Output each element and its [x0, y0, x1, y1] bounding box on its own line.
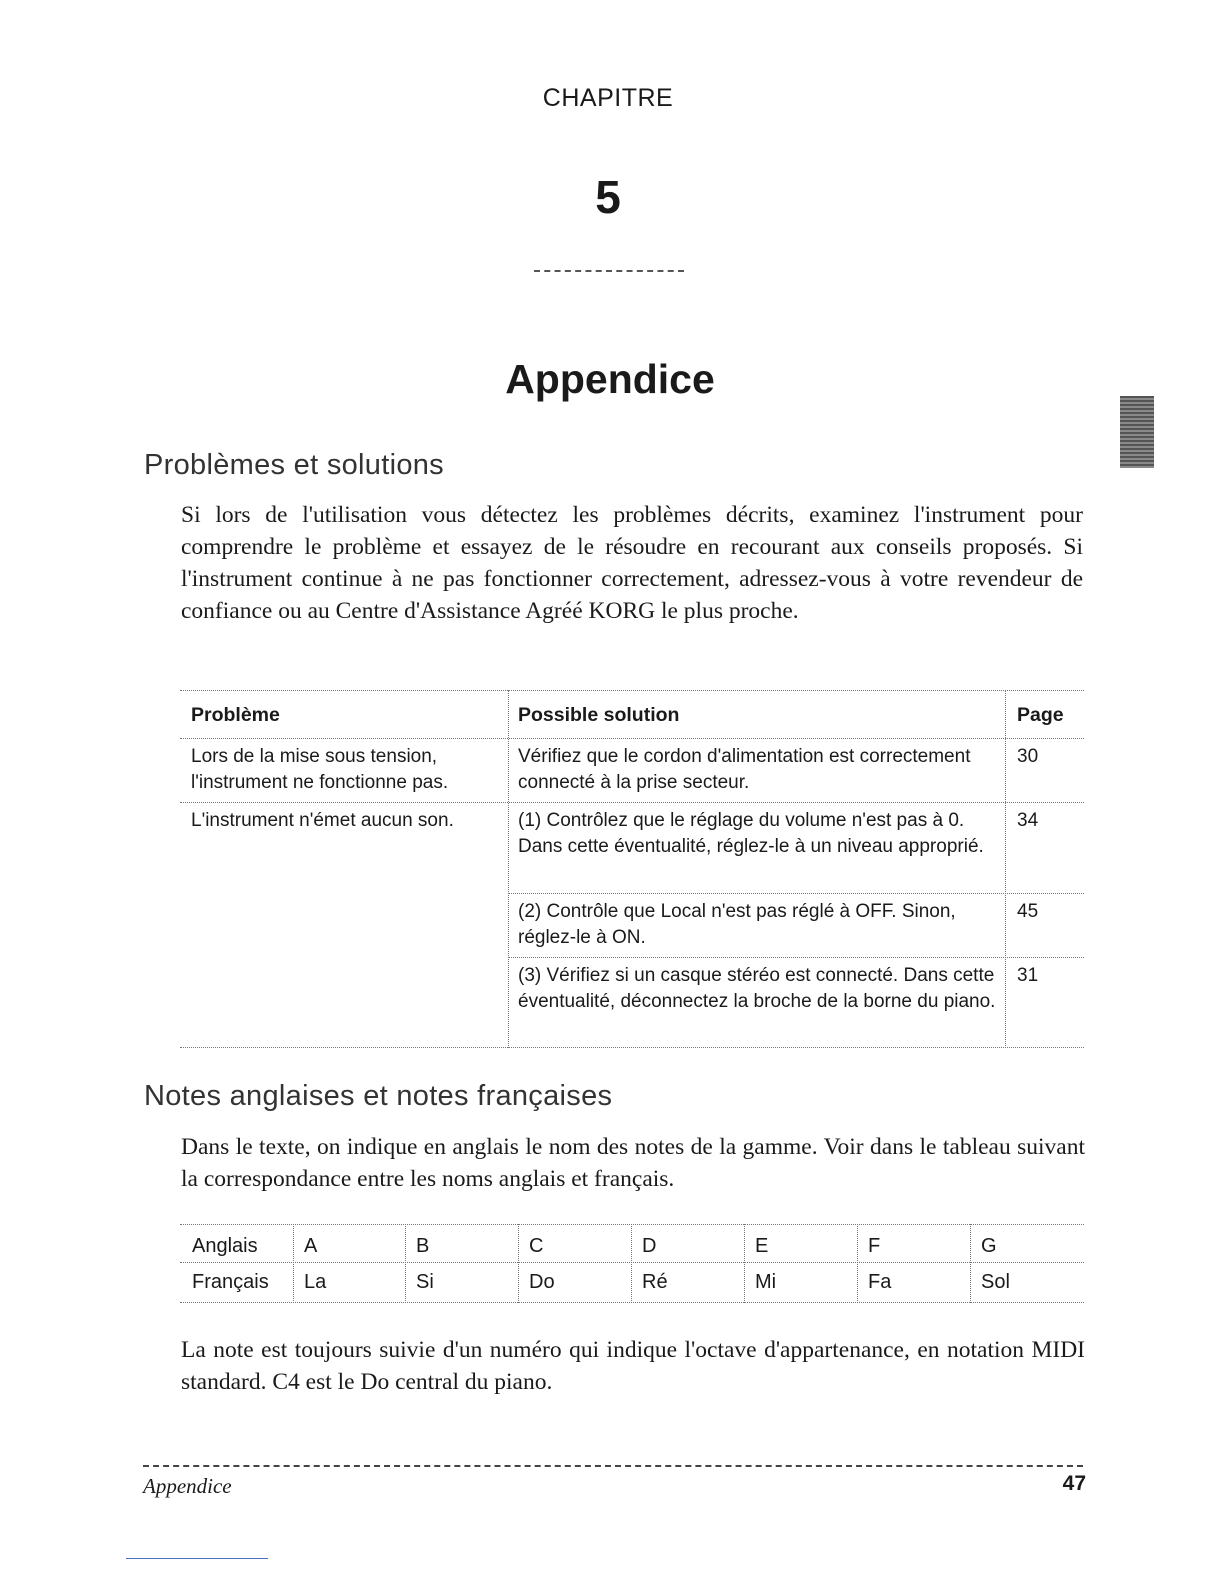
row-label-french: Français — [192, 1271, 269, 1293]
problems-intro-paragraph: Si lors de l'utilisation vous détectez les problèmes décrits, examinez l'instrument pour comprendre le problème et essayez de le résoudre en recourant aux conseils proposés. Si l'instrument continue à ne pas fonctionner correctement, adressez-vous à votre revendeur de confiance ou au Centre d'Assistance Agréé KORG le plus proche. — [181, 502, 1083, 624]
page-title: Appendice — [505, 356, 715, 402]
chapter-number: 5 — [595, 171, 621, 223]
section-heading-notes: Notes anglaises et notes françaises — [144, 1080, 613, 1112]
note-french: Do — [529, 1271, 555, 1293]
note-english: A — [304, 1235, 318, 1257]
table-rule — [180, 1262, 1084, 1263]
column-header-solution: Possible solution — [518, 704, 680, 726]
table-column-rule — [518, 1224, 519, 1303]
note-french: Si — [416, 1271, 434, 1293]
table-cell-solution: (1) Contrôlez que le réglage du volume n'est pas à 0. Dans cette éventualité, réglez-le à un niveau approprié. — [518, 810, 984, 857]
section-heading-problems: Problèmes et solutions — [144, 449, 444, 481]
note-english: F — [868, 1235, 881, 1257]
table-rule — [180, 802, 1084, 803]
troubleshooting-table — [180, 690, 1084, 1048]
note-french: Mi — [755, 1271, 777, 1293]
note-english: D — [642, 1235, 657, 1257]
note-english: E — [755, 1235, 769, 1257]
note-french: Ré — [642, 1271, 668, 1293]
table-rule — [508, 957, 1084, 958]
table-cell-solution: (2) Contrôle que Local n'est pas réglé à OFF. Sinon, réglez-le à ON. — [518, 901, 956, 948]
notes-intro-paragraph: Dans le texte, on indique en anglais le nom des notes de la gamme. Voir dans le tableau suivant la correspondance entre les noms anglais et français. — [181, 1134, 1085, 1192]
table-column-rule — [857, 1224, 858, 1303]
bottom-edge-line — [126, 1558, 268, 1559]
note-english: B — [416, 1235, 430, 1257]
table-column-rule — [970, 1224, 971, 1303]
table-column-rule — [293, 1224, 294, 1303]
footer-section-name: Appendice — [143, 1474, 232, 1498]
note-french: Fa — [868, 1271, 892, 1293]
column-header-problem: Problème — [191, 704, 280, 726]
table-cell-page: 34 — [1017, 810, 1039, 831]
table-rule — [508, 893, 1084, 894]
table-cell-problem: L'instrument n'émet aucun son. — [191, 810, 454, 831]
table-rule — [180, 738, 1084, 739]
table-column-rule — [1005, 690, 1006, 1048]
note-french: Sol — [981, 1271, 1010, 1293]
page-number: 47 — [1062, 1472, 1086, 1495]
table-cell-solution: Vérifiez que le cordon d'alimentation est correctement connecté à la prise secteur. — [518, 746, 971, 793]
table-cell-page: 30 — [1017, 746, 1039, 767]
table-column-rule — [508, 690, 509, 1048]
table-column-rule — [631, 1224, 632, 1303]
note-english: C — [529, 1235, 544, 1257]
table-cell-page: 45 — [1017, 901, 1039, 922]
table-cell-solution: (3) Vérifiez si un casque stéréo est connecté. Dans cette éventualité, déconnectez la broche de la borne du piano. — [518, 965, 996, 1012]
footer-divider — [143, 1465, 1083, 1467]
table-rule — [180, 1224, 1084, 1225]
table-rule — [180, 1302, 1084, 1303]
table-column-rule — [405, 1224, 406, 1303]
chapter-label: CHAPITRE — [542, 84, 674, 112]
table-column-rule — [744, 1224, 745, 1303]
table-rule — [180, 1047, 1084, 1048]
octave-notation-paragraph: La note est toujours suivie d'un numéro qui indique l'octave d'appartenance, en notation MIDI standard. C4 est le Do central du piano. — [181, 1337, 1085, 1395]
chapter-divider — [534, 270, 684, 272]
row-label-english: Anglais — [192, 1235, 258, 1257]
table-cell-page: 31 — [1017, 965, 1039, 986]
table-rule — [180, 690, 1084, 691]
note-names-table — [180, 1224, 1084, 1304]
chapter-thumb-tab — [1120, 396, 1154, 468]
note-english: G — [981, 1235, 997, 1257]
table-cell-problem: Lors de la mise sous tension, l'instrument ne fonctionne pas. — [191, 746, 449, 793]
column-header-page: Page — [1017, 704, 1064, 726]
note-french: La — [304, 1271, 327, 1293]
